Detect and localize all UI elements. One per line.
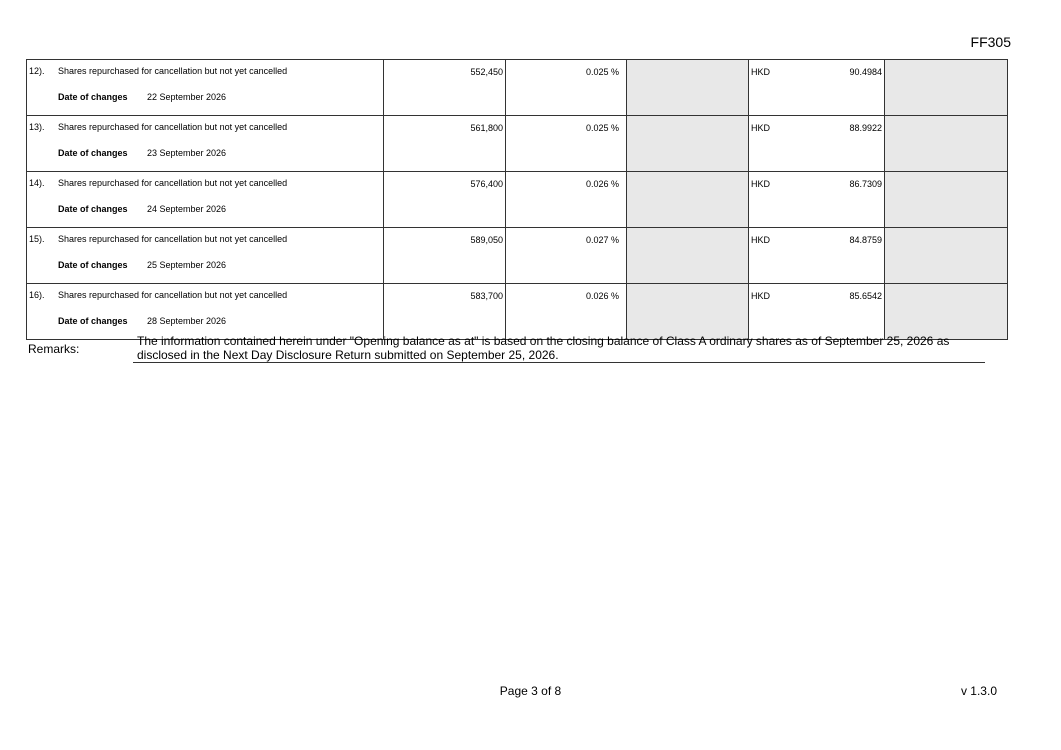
remarks-label: Remarks: (28, 342, 80, 356)
currency: HKD (751, 235, 771, 245)
change-description: Shares repurchased for cancellation but not yet cancelled (58, 122, 288, 132)
date-value: 22 September 2026 (147, 92, 227, 102)
row-index: 13). (29, 122, 45, 132)
remarks-text: The information contained herein under "Opening balance as at" is based on the closing balance of Class A ordinary shares as of September 25, 2026 as disclosed in the Next Day Disclosure Return submitted on September 25, 2026. (133, 334, 985, 363)
blank-shaded-cell (627, 228, 749, 284)
price-cell (749, 228, 885, 284)
price-cell (749, 172, 885, 228)
currency: HKD (751, 67, 771, 77)
row-index: 14). (29, 178, 45, 188)
row-index: 16). (29, 290, 45, 300)
change-description: Shares repurchased for cancellation but not yet cancelled (58, 178, 288, 188)
table-row (27, 60, 1008, 116)
description-cell (27, 228, 384, 284)
price-per-share: 90.4984 (849, 67, 882, 77)
shares-count: 589,050 (384, 228, 506, 284)
price-cell (749, 60, 885, 116)
blank-shaded-cell (627, 60, 749, 116)
date-value: 25 September 2026 (147, 260, 227, 270)
date-label: Date of changes (58, 260, 128, 270)
description-cell (27, 116, 384, 172)
price-per-share: 85.6542 (849, 291, 882, 301)
currency: HKD (751, 179, 771, 189)
date-value: 23 September 2026 (147, 148, 227, 158)
blank-shaded-cell (885, 60, 1008, 116)
shares-percent: 0.025 % (506, 60, 627, 116)
change-description: Shares repurchased for cancellation but not yet cancelled (58, 66, 288, 76)
price-per-share: 88.9922 (849, 123, 882, 133)
blank-shaded-cell (627, 172, 749, 228)
row-index: 15). (29, 234, 45, 244)
form-code: FF305 (970, 34, 1011, 50)
shares-percent: 0.027 % (506, 228, 627, 284)
date-label: Date of changes (58, 148, 128, 158)
share-changes-table (26, 59, 1008, 340)
page-number: Page 3 of 8 (499, 684, 562, 698)
blank-shaded-cell (627, 116, 749, 172)
price-cell (749, 116, 885, 172)
version-label: v 1.3.0 (960, 684, 997, 698)
currency: HKD (751, 291, 771, 301)
date-label: Date of changes (58, 316, 128, 326)
price-cell (749, 284, 885, 340)
currency: HKD (751, 123, 771, 133)
date-value: 24 September 2026 (147, 204, 227, 214)
price-per-share: 84.8759 (849, 235, 882, 245)
description-cell (27, 172, 384, 228)
table-row (27, 228, 1008, 284)
blank-shaded-cell (885, 284, 1008, 340)
table-row (27, 284, 1008, 340)
date-label: Date of changes (58, 204, 128, 214)
blank-shaded-cell (885, 172, 1008, 228)
date-label: Date of changes (58, 92, 128, 102)
description-cell (27, 284, 384, 340)
shares-count: 583,700 (384, 284, 506, 340)
blank-shaded-cell (885, 116, 1008, 172)
change-description: Shares repurchased for cancellation but not yet cancelled (58, 290, 288, 300)
table-row (27, 172, 1008, 228)
table-row (27, 116, 1008, 172)
price-per-share: 86.7309 (849, 179, 882, 189)
date-value: 28 September 2026 (147, 316, 227, 326)
blank-shaded-cell (885, 228, 1008, 284)
shares-count: 576,400 (384, 172, 506, 228)
description-cell (27, 60, 384, 116)
change-description: Shares repurchased for cancellation but not yet cancelled (58, 234, 288, 244)
shares-count: 561,800 (384, 116, 506, 172)
shares-percent: 0.026 % (506, 284, 627, 340)
shares-percent: 0.025 % (506, 116, 627, 172)
shares-percent: 0.026 % (506, 172, 627, 228)
blank-shaded-cell (627, 284, 749, 340)
row-index: 12). (29, 66, 45, 76)
shares-count: 552,450 (384, 60, 506, 116)
